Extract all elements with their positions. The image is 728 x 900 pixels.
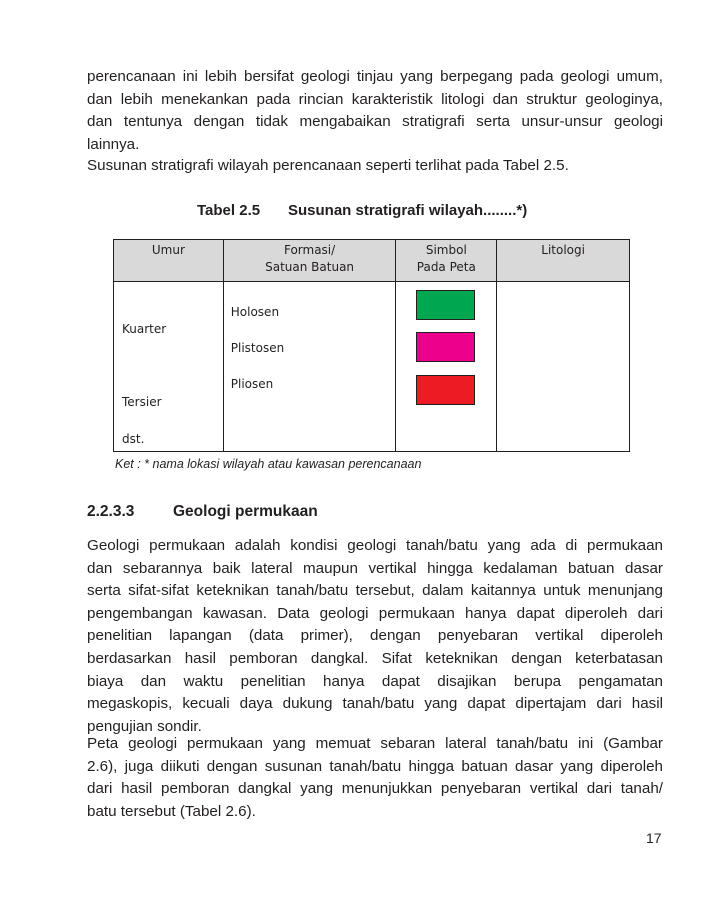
- body-paragraph: [87, 733, 663, 823]
- formasi-cell: [223, 282, 396, 452]
- text-line: lainnya.: [87, 135, 140, 153]
- table-row: [114, 282, 630, 452]
- section-number: 2.2.3.3: [87, 503, 135, 520]
- stratigraphy-sentence: [87, 155, 663, 178]
- text-line: 2.6), juga diikuti dengan susunan tanah/batu hingga batuan dasar yang diperoleh: [87, 757, 663, 775]
- text-line: biaya dan waktu penelitian hanya dapat disajikan berupa pengamatan: [87, 672, 663, 690]
- text-line: Geologi permukaan adalah kondisi geologi tanah/batu yang ada di permukaan: [87, 537, 663, 554]
- text-line: penelitian lapangan (data primer), dengan penyebaran vertikal diperoleh: [87, 627, 663, 645]
- formation-label: Holosen: [230, 305, 280, 319]
- text-line: berdasarkan hasil pemboran dangkal. Sifat keteknikan dengan keterbatasan: [87, 649, 663, 667]
- text-line: dan sebarannya baik lateral maupun vertikal hingga kedalaman batuan dasar: [87, 559, 663, 577]
- text-line: Susunan stratigrafi wilayah perencanaan seperti terlihat pada Tabel 2.5.: [87, 157, 569, 174]
- text-line: dan tentunya dengan tidak mengabaikan stratigrafi serta unsur-unsur geologi: [87, 113, 663, 131]
- table-caption-title: Susunan stratigrafi wilayah........*): [288, 202, 528, 219]
- plistosen-symbol-swatch: [416, 332, 475, 362]
- table-header-row: [114, 240, 630, 282]
- age-label: Tersier: [122, 395, 162, 409]
- age-label: dst.: [122, 432, 145, 446]
- age-label: Kuarter: [122, 322, 167, 336]
- text-line: pengujian sondir.: [87, 717, 202, 735]
- header-simbol: Simbol Pada Peta: [396, 240, 497, 282]
- text-line: dan lebih menekankan pada rincian karakteristik litologi dan struktur geologinya,: [87, 90, 663, 108]
- section-heading: [87, 503, 318, 521]
- formation-label: Pliosen: [230, 377, 274, 391]
- body-paragraph: [87, 535, 663, 738]
- text-line: pengembangan kawasan. Data geologi permukaan hanya dapat diperoleh dari: [87, 604, 663, 622]
- table-caption: [197, 202, 527, 219]
- formation-label: Plistosen: [230, 341, 285, 355]
- text-line: dari hasil pemboran dangkal yang menunjukkan penyebaran vertikal dari tanah/: [87, 780, 663, 798]
- text-line: serta sifat-sifat keteknikan tanah/batu tersebut, dalam kaitannya untuk menunjang: [87, 582, 663, 600]
- simbol-cell: [396, 282, 497, 452]
- text-line: megaskopis, kecuali daya dukung tanah/batu yang dapat dipertajam dari hasil: [87, 695, 663, 713]
- section-title: Geologi permukaan: [173, 503, 318, 520]
- text-line: perencanaan ini lebih bersifat geologi tinjau yang berpegang pada geologi umum,: [87, 68, 663, 85]
- holosen-symbol-swatch: [416, 290, 475, 320]
- text-line: batu tersebut (Tabel 2.6).: [87, 802, 256, 820]
- table-note: Ket : * nama lokasi wilayah atau kawasan perencanaan: [115, 457, 422, 471]
- page-number: 17: [646, 830, 662, 846]
- umur-cell: [114, 282, 224, 452]
- stratigraphy-table: [113, 239, 630, 452]
- header-umur: Umur: [114, 240, 224, 282]
- intro-paragraph: [87, 66, 663, 156]
- header-litologi: Litologi: [497, 240, 630, 282]
- pliosen-symbol-swatch: [416, 375, 475, 405]
- table-caption-number: Tabel 2.5: [197, 202, 261, 219]
- header-formasi: Formasi/ Satuan Batuan: [223, 240, 396, 282]
- text-line: Peta geologi permukaan yang memuat sebaran lateral tanah/batu ini (Gambar: [87, 735, 663, 752]
- litologi-cell: [497, 282, 630, 452]
